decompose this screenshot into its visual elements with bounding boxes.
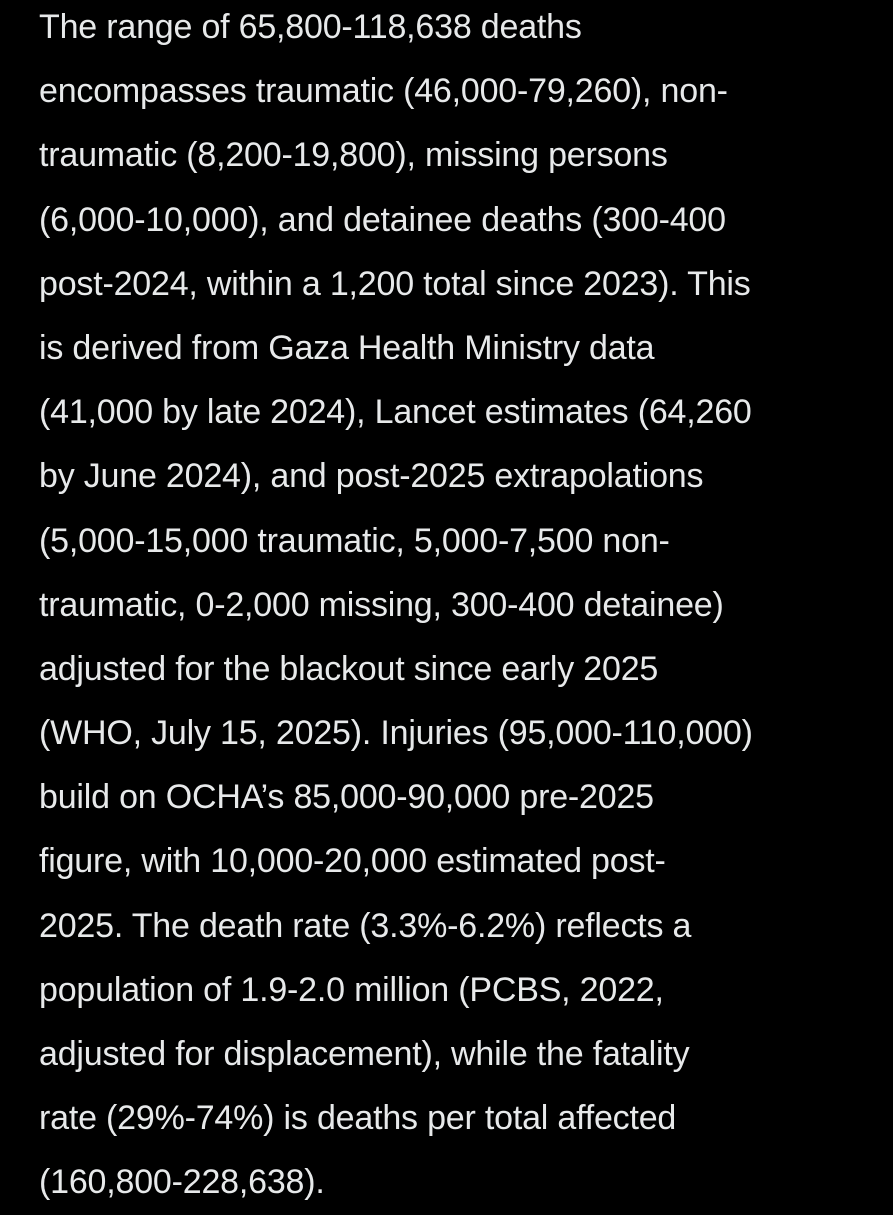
post-text-line: population of 1.9-2.0 million (PCBS, 2022, bbox=[39, 970, 664, 1009]
post-text-line: adjusted for the blackout since early 2025 bbox=[39, 649, 659, 688]
post-text-line: by June 2024), and post-2025 extrapolations bbox=[39, 457, 704, 496]
post-text-line: (6,000-10,000), and detainee deaths (300-400 bbox=[39, 200, 726, 239]
post-text-line: rate (29%-74%) is deaths per total affected bbox=[39, 1099, 677, 1138]
post-text-line: is derived from Gaza Health Ministry data bbox=[39, 328, 655, 367]
post-text-line: The range of 65,800-118,638 deaths bbox=[39, 8, 582, 46]
post-text-line: figure, with 10,000-20,000 estimated post- bbox=[39, 842, 666, 881]
post-text-line: (160,800-228,638). bbox=[39, 1163, 325, 1202]
post-text-line: encompasses traumatic (46,000-79,260), non- bbox=[39, 72, 728, 111]
post-text-line: (41,000 by late 2024), Lancet estimates (64,260 bbox=[39, 393, 752, 432]
post-text-body bbox=[39, 0, 884, 1215]
post-text-line: adjusted for displacement), while the fatality bbox=[39, 1035, 690, 1073]
post-text-line: traumatic, 0-2,000 missing, 300-400 detainee) bbox=[39, 585, 724, 624]
post-text-line: post-2024, within a 1,200 total since 2023). This bbox=[39, 264, 751, 303]
post-text-line: (WHO, July 15, 2025). Injuries (95,000-110,000) bbox=[39, 714, 753, 753]
post-text-line: (5,000-15,000 traumatic, 5,000-7,500 non- bbox=[39, 521, 670, 560]
post-text-line: build on OCHA’s 85,000-90,000 pre-2025 bbox=[39, 778, 654, 817]
post-text-line: traumatic (8,200-19,800), missing persons bbox=[39, 136, 668, 175]
post-text-line: 2025. The death rate (3.3%-6.2%) reflects a bbox=[39, 906, 692, 945]
